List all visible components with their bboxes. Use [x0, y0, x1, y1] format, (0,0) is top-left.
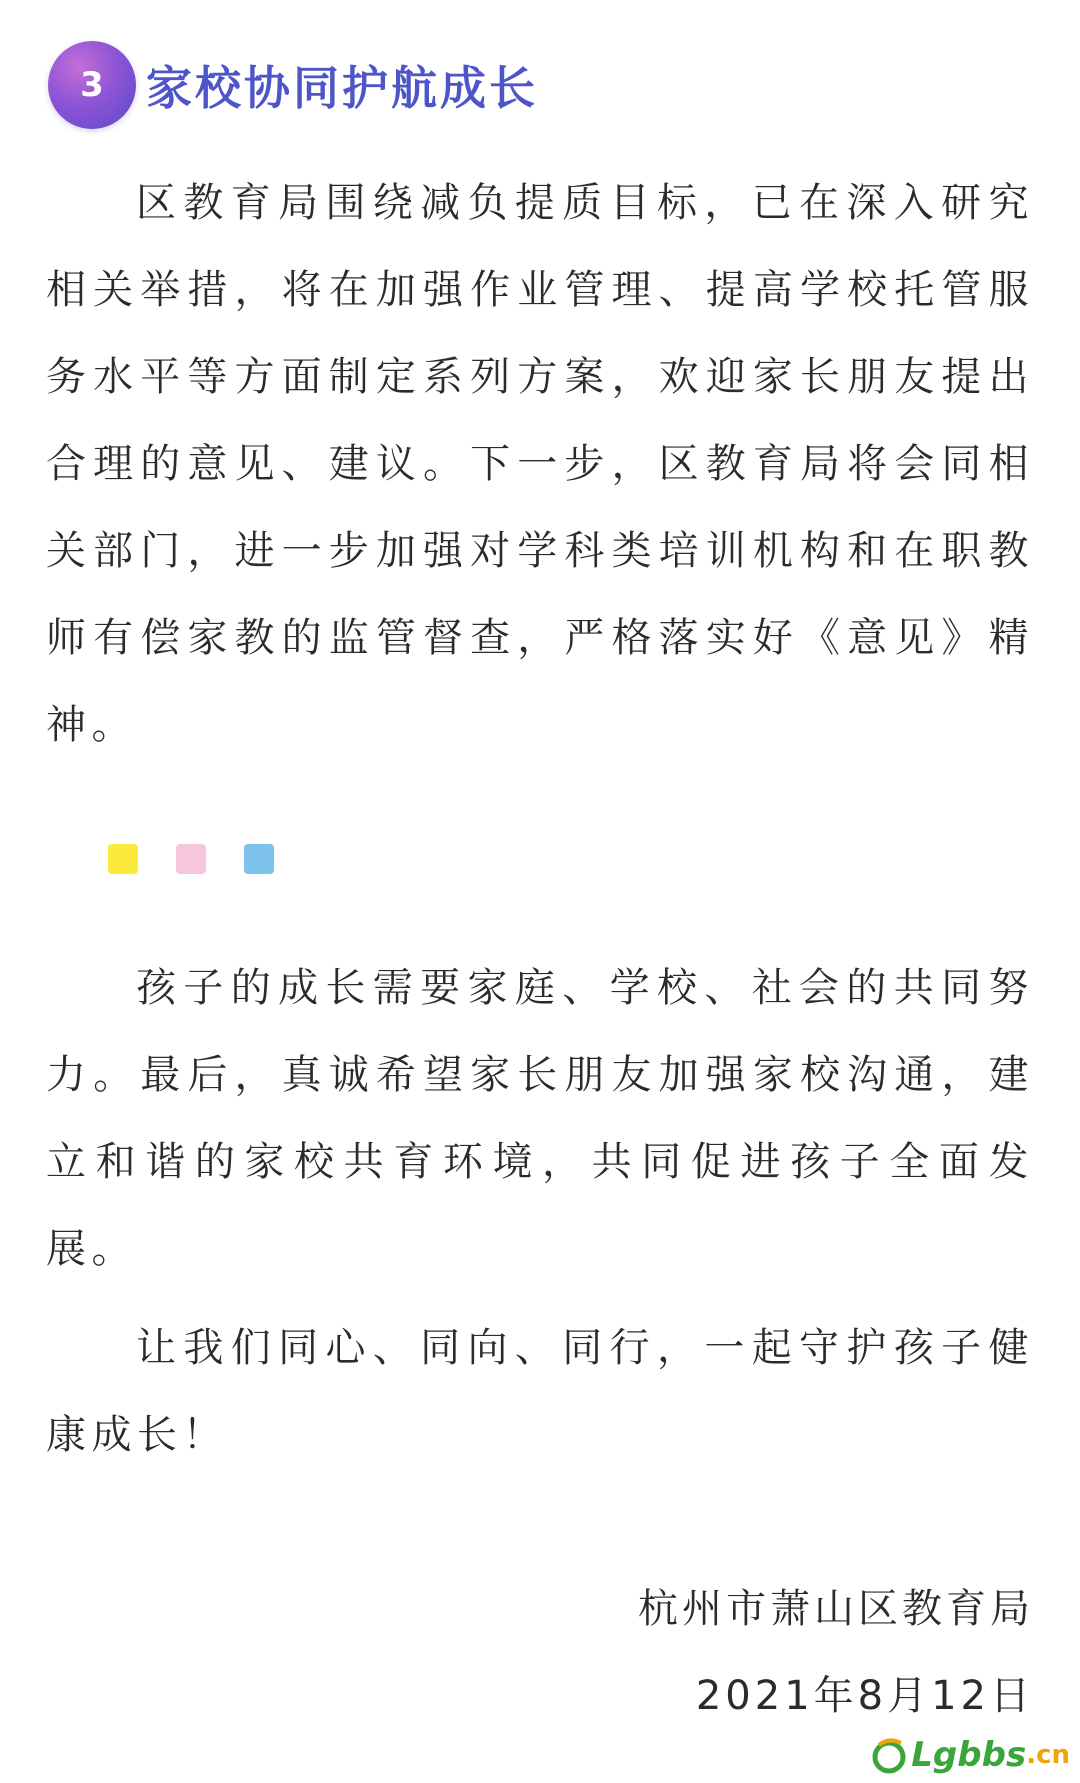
paragraph-closing: 让我们同心、同向、同行，一起守护孩子健康成长！ — [46, 1325, 1034, 1458]
decorative-divider — [108, 844, 274, 874]
section-header — [48, 40, 538, 130]
signature-org: 杭州市萧山区教育局 — [638, 1586, 1034, 1632]
section-number-badge — [48, 41, 136, 129]
yellow-square-icon — [108, 844, 138, 874]
watermark-domain: .cn — [1026, 1740, 1070, 1770]
signature-block — [638, 1566, 1034, 1740]
watermark-logo-icon — [869, 1735, 909, 1775]
watermark-brand: Lgbbs — [911, 1735, 1027, 1775]
paragraph-cooperation: 孩子的成长需要家庭、学校、社会的共同努力。最后，真诚希望家长朋友加强家校沟通，建立和谐的家校共育环境，共同促进孩子全面发展。 — [46, 965, 1034, 1272]
section-title: 家校协同护航成长 — [146, 61, 538, 115]
site-watermark — [869, 1735, 1070, 1775]
signature-date: 2021年8月12日 — [695, 1673, 1034, 1719]
blue-square-icon — [244, 844, 274, 874]
pink-square-icon — [176, 844, 206, 874]
section-number: 3 — [80, 65, 104, 105]
paragraph-measures: 区教育局围绕减负提质目标，已在深入研究相关举措，将在加强作业管理、提高学校托管服务水平等方面制定系列方案，欢迎家长朋友提出合理的意见、建议。下一步，区教育局将会同相关部门，进一步加强对学科类培训机构和在职教师有偿家教的监管督查，严格落实好《意见》精神。 — [46, 180, 1034, 748]
